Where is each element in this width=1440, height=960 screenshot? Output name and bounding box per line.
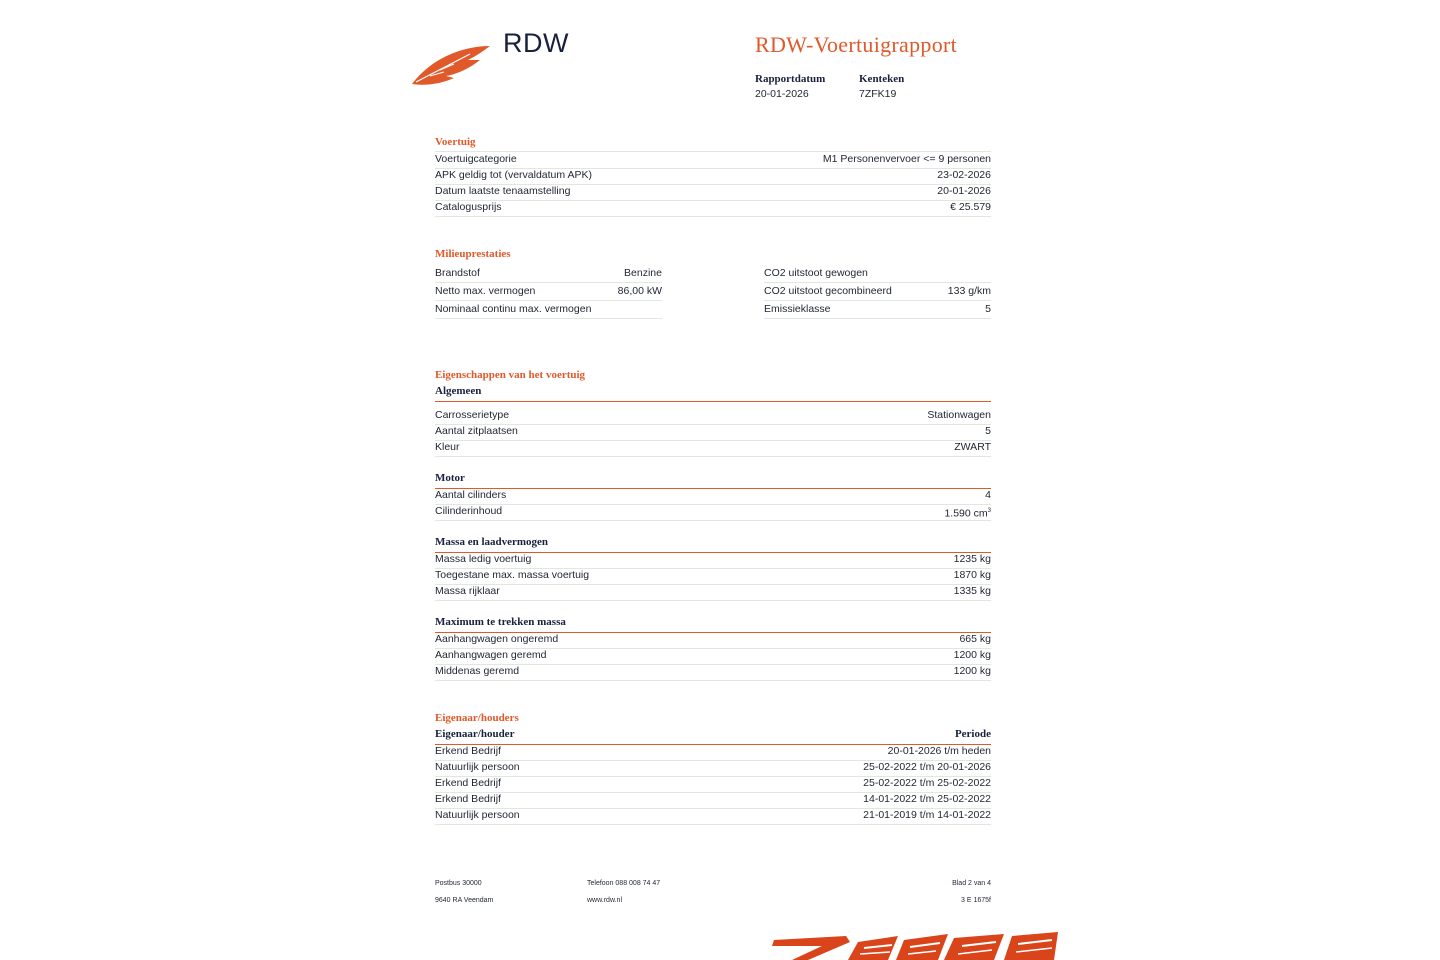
- milieu-value: Benzine: [624, 267, 662, 279]
- table-row: Catalogusprijs € 25.579: [435, 200, 991, 217]
- table-row: Voertuigcategorie M1 Personenvervoer <= 9 personen: [435, 152, 991, 169]
- milieu-value: [585, 301, 662, 318]
- kenteken-label: Kenteken: [859, 73, 905, 85]
- rapportdatum-label: Rapportdatum: [755, 73, 826, 85]
- table-row: Aantal cilinders 4: [435, 488, 991, 505]
- subsection-title-massa: Massa en laadvermogen: [435, 536, 991, 553]
- table-row: Natuurlijk persoon 25-02-2022 t/m 20-01-2026: [435, 760, 991, 777]
- table-row: Massa rijklaar 1335 kg: [435, 584, 991, 601]
- milieu-label: Emissieklasse: [764, 301, 991, 319]
- subsection-title-trekken: Maximum te trekken massa: [435, 616, 991, 633]
- table-row: Kleur ZWART: [435, 440, 991, 457]
- milieu-value: 5: [985, 303, 991, 315]
- footer-page-number: Blad 2 van 4: [952, 880, 991, 887]
- milieu-label: CO2 uitstoot gewogen: [764, 265, 991, 283]
- report-title: RDW-Voertuigrapport: [755, 32, 958, 57]
- table-row: [435, 301, 991, 319]
- table-row: APK geldig tot (vervaldatum APK) 23-02-2026: [435, 168, 991, 185]
- table-row: [435, 265, 991, 283]
- milieu-label: CO2 uitstoot gecombineerd: [764, 283, 991, 301]
- logo-text: RDW: [503, 28, 569, 58]
- footer-telefoon: Telefoon 088 008 74 47: [587, 880, 661, 887]
- table-row: Erkend Bedrijf 14-01-2022 t/m 25-02-2022: [435, 792, 991, 809]
- rdw-feather-logo-icon: [410, 40, 492, 88]
- milieu-value: [915, 265, 991, 282]
- table-row: Natuurlijk persoon 21-01-2019 t/m 14-01-2022: [435, 808, 991, 825]
- column-header-periode: Periode: [954, 728, 991, 740]
- footer-postbus: Postbus 30000: [435, 880, 482, 887]
- table-row: Middenas geremd 1200 kg: [435, 664, 991, 681]
- milieu-label: Brandstof: [435, 265, 662, 283]
- table-row: Aantal zitplaatsen 5: [435, 424, 991, 441]
- table-row: [435, 283, 991, 301]
- table-row: Toegestane max. massa voertuig 1870 kg: [435, 568, 991, 585]
- milieu-label: Netto max. vermogen: [435, 283, 662, 301]
- table-row: Carrosserietype Stationwagen: [435, 408, 991, 425]
- table-row: Erkend Bedrijf 25-02-2022 t/m 25-02-2022: [435, 776, 991, 793]
- section-title-eigenaar: Eigenaar/houders: [435, 712, 519, 724]
- subsection-title-motor: Motor: [435, 472, 991, 489]
- column-header-eigenaar: Eigenaar/houder: [435, 728, 515, 740]
- subsection-title-algemeen: Algemeen: [435, 385, 991, 402]
- section-title-eigenschappen: Eigenschappen van het voertuig: [435, 369, 586, 381]
- footer-plaats: 9640 RA Veendam: [435, 897, 494, 904]
- table-row: Aanhangwagen ongeremd 665 kg: [435, 632, 991, 649]
- footer-website[interactable]: www.rdw.nl: [587, 897, 623, 904]
- table-row: Massa ledig voertuig 1235 kg: [435, 552, 991, 569]
- eigenaar-table-header: [435, 728, 991, 745]
- milieu-label: Nominaal continu max. vermogen: [435, 301, 662, 319]
- rdw-stripes-graphic-icon: [768, 930, 1068, 960]
- milieu-value: 86,00 kW: [617, 285, 662, 297]
- table-row: Datum laatste tenaamstelling 20-01-2026: [435, 184, 991, 201]
- section-title-voertuig: Voertuig: [435, 136, 476, 148]
- table-row: Erkend Bedrijf 20-01-2026 t/m heden: [435, 744, 991, 761]
- milieu-value: 133 g/km: [947, 285, 991, 297]
- table-row: Aanhangwagen geremd 1200 kg: [435, 648, 991, 665]
- rapportdatum-value: 20-01-2026: [755, 88, 809, 100]
- kenteken-value: 7ZFK19: [859, 88, 897, 100]
- section-title-milieuprestaties: Milieuprestaties: [435, 248, 511, 260]
- footer-document-code: 3 E 1675f: [961, 897, 991, 904]
- table-row: Cilinderinhoud 1.590 $cm^3$: [435, 505, 991, 520]
